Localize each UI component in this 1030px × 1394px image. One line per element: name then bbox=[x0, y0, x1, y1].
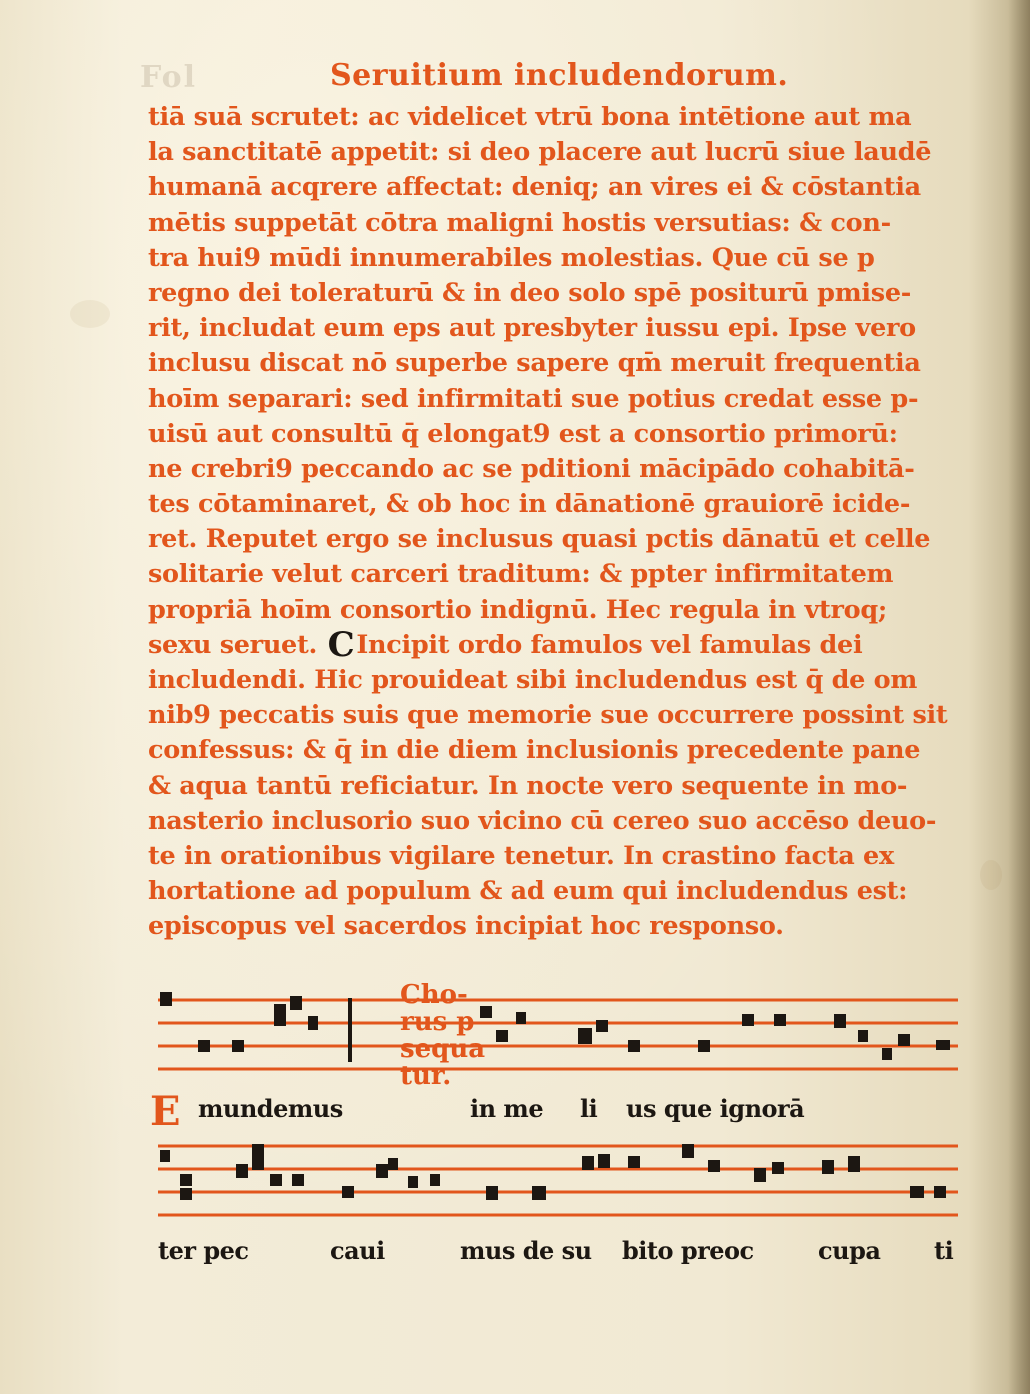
foxing-spot bbox=[980, 860, 1002, 890]
staff-lines-svg bbox=[158, 990, 958, 1080]
lyrics-line-1 bbox=[150, 1094, 960, 1130]
bleed-through-folio: Fol bbox=[140, 60, 198, 95]
lyric-syllable: cupa bbox=[818, 1236, 881, 1265]
paragraph-initial: C bbox=[327, 627, 355, 663]
text-line: nasterio inclusorio suo vicino cū cereo suo accēso deuo- bbox=[148, 805, 937, 836]
rubric-line: sequa bbox=[400, 1034, 486, 1064]
music-staff bbox=[158, 1136, 958, 1226]
text-line: propriā hoīm consortio indignū. Hec regula in vtroq; bbox=[148, 594, 887, 625]
text-line: sexu seruet. bbox=[148, 629, 318, 660]
lyric-syllable: mus de su bbox=[460, 1236, 592, 1265]
incipit-text: Incipit ordo famulos vel famulas dei bbox=[356, 629, 863, 660]
text-line: regno dei toleraturū & in deo solo spē positurū pmise- bbox=[148, 277, 912, 308]
text-line: hoīm separari: sed infirmitati sue potius credat esse p- bbox=[148, 383, 919, 414]
text-line: nib9 peccatis suis que memorie sue occurrere possint sit bbox=[148, 700, 948, 731]
text-line: ret. Reputet ergo se inclusus quasi pctis dānatū et celle bbox=[148, 524, 931, 555]
text-line: la sanctitatē appetit: si deo placere aut lucrū siue laudē bbox=[148, 137, 932, 168]
text-line: tiā suā scrutet: ac videlicet vtrū bona intētione aut ma bbox=[148, 102, 912, 132]
lyric-syllable: ti bbox=[934, 1236, 954, 1265]
lyric-syllable: in me bbox=[470, 1094, 544, 1123]
text-line: tes cōtaminaret, & ob hoc in dānationē grauiorē icide- bbox=[148, 489, 911, 520]
lyric-syllable: bito preoc bbox=[622, 1236, 754, 1265]
text-line: uisū aut consultū q̄ elongat9 est a consortio primorū: bbox=[148, 418, 898, 449]
text-line: te in orationibus vigilare tenetur. In crastino facta ex bbox=[148, 840, 894, 871]
text-line: hortatione ad populum & ad eum qui includendus est: bbox=[148, 876, 908, 907]
text-line: & aqua tantū reficiatur. In nocte vero sequente in mo- bbox=[148, 770, 908, 801]
running-head: Seruitium includendorum. bbox=[330, 58, 789, 93]
text-line: episcopus vel sacerdos incipiat hoc responso. bbox=[148, 911, 784, 942]
staff-lines-svg bbox=[158, 1136, 958, 1226]
text-line: mētis suppetāt cōtra maligni hostis versutias: & con- bbox=[148, 207, 891, 238]
text-line: humanā acqrere affectat: deniq; an vires ei & cōstantia bbox=[148, 172, 921, 203]
foxing-spot bbox=[70, 300, 110, 328]
rubric-direction bbox=[400, 982, 485, 1090]
text-line: includendi. Hic prouideat sibi includendus est q̄ de om bbox=[148, 665, 918, 695]
lyric-syllable: caui bbox=[330, 1236, 385, 1265]
text-line: inclusu discat nō superbe sapere qm̄ meruit frequentia bbox=[148, 348, 921, 379]
lyric-syllable: mundemus bbox=[198, 1094, 343, 1123]
music-initial: E bbox=[150, 1088, 181, 1135]
text-line: ne crebri9 peccando ac se pditioni mācipādo cohabitā- bbox=[148, 453, 915, 484]
lyrics-line-2 bbox=[150, 1236, 960, 1272]
lyric-syllable: ter pec bbox=[158, 1236, 249, 1265]
rubric-line: Cho- bbox=[400, 980, 468, 1010]
lyric-syllable: us que ignorā bbox=[626, 1094, 805, 1123]
text-line: tra hui9 mūdi innumerabiles molestias. Que cū se p bbox=[148, 242, 875, 273]
rubric-line: tur. bbox=[400, 1061, 452, 1091]
spine-shadow bbox=[1008, 0, 1030, 1394]
incipit-line bbox=[148, 628, 960, 663]
text-line: solitarie velut carceri traditum: & ppter infirmitatem bbox=[148, 559, 894, 590]
lyric-syllable: li bbox=[580, 1094, 598, 1123]
text-line: rit, includat eum eps aut presbyter iussu epi. Ipse vero bbox=[148, 313, 916, 344]
text-line: confessus: & q̄ in die diem inclusionis precedente pane bbox=[148, 735, 921, 766]
body-text bbox=[148, 100, 960, 945]
music-staff bbox=[158, 990, 958, 1080]
rubric-line: rus p bbox=[400, 1007, 475, 1037]
